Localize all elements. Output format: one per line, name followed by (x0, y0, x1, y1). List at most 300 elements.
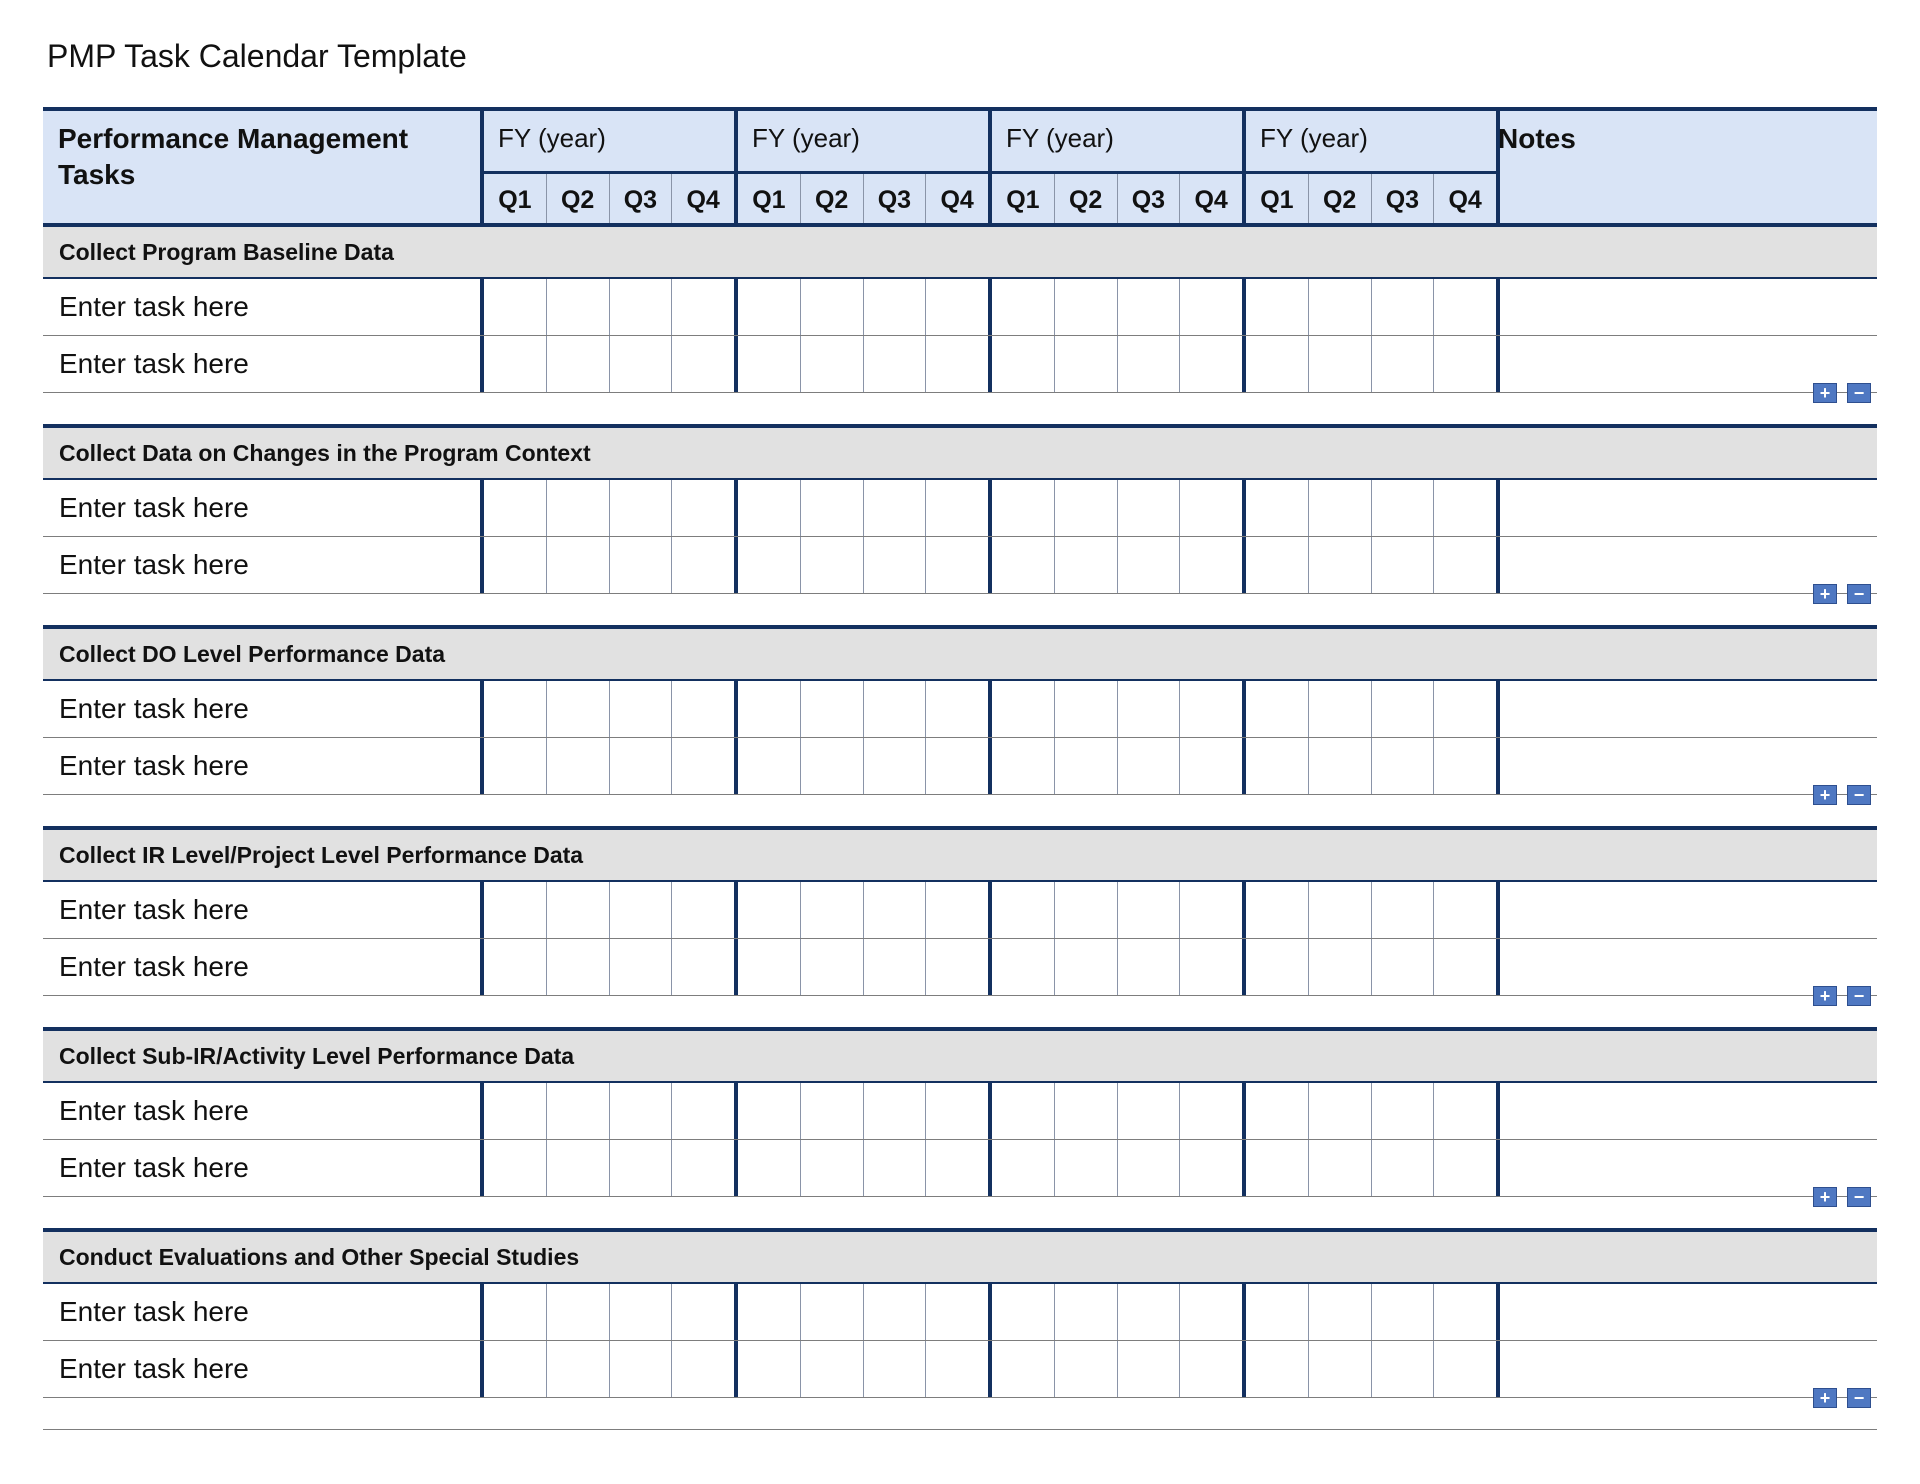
quarter-cell[interactable] (1179, 279, 1242, 335)
quarter-cell[interactable] (992, 1083, 1054, 1139)
quarter-cell[interactable] (1054, 882, 1117, 938)
quarter-cell[interactable] (863, 537, 926, 593)
quarter-cell[interactable] (1246, 939, 1308, 995)
quarter-cell[interactable] (1308, 681, 1371, 737)
quarter-cell[interactable] (609, 738, 672, 794)
remove-row-button[interactable]: − (1847, 785, 1871, 805)
fiscal-year-header (1246, 111, 1496, 223)
quarter-cell[interactable] (1433, 1083, 1496, 1139)
quarter-cell[interactable] (546, 279, 609, 335)
quarter-cell[interactable] (925, 279, 988, 335)
year-cells (480, 336, 734, 392)
quarter-cell[interactable] (1246, 1284, 1308, 1340)
year-cells (480, 882, 734, 938)
quarter-cell[interactable] (1308, 939, 1371, 995)
quarter-cell[interactable] (800, 882, 863, 938)
task-row (43, 537, 1877, 594)
quarter-cell[interactable] (925, 537, 988, 593)
quarter-cell[interactable] (992, 1284, 1054, 1340)
quarter-cell[interactable] (1117, 681, 1180, 737)
fiscal-year-label: FY (year) (752, 123, 860, 153)
section-header (43, 428, 1877, 480)
quarter-cell[interactable] (800, 1140, 863, 1196)
notes-cell[interactable] (1532, 480, 1877, 536)
year-cells (734, 882, 988, 938)
quarter-cell[interactable] (671, 336, 734, 392)
quarter-cell[interactable] (484, 537, 546, 593)
section-title: Collect Data on Changes in the Program Context (59, 440, 591, 466)
quarter-cell[interactable] (738, 1341, 800, 1397)
quarter-header: Q3 (1117, 174, 1180, 223)
quarter-cell[interactable] (863, 882, 926, 938)
quarter-cell[interactable] (1433, 681, 1496, 737)
quarter-cell[interactable] (738, 1284, 800, 1340)
quarter-cell[interactable] (1371, 1341, 1434, 1397)
quarter-cell[interactable] (863, 336, 926, 392)
quarter-cell[interactable] (1308, 1083, 1371, 1139)
quarter-cell[interactable] (738, 480, 800, 536)
quarter-cell[interactable] (1433, 537, 1496, 593)
quarter-header: Q1 (752, 186, 786, 214)
section-title: Collect IR Level/Project Level Performance Data (59, 842, 584, 868)
section-header (43, 1232, 1877, 1284)
quarter-cell[interactable] (546, 1083, 609, 1139)
year-cells (480, 738, 734, 794)
task-entry-field[interactable]: Enter task here (59, 291, 249, 322)
year-cells (734, 279, 988, 335)
task-entry-field[interactable]: Enter task here (59, 348, 249, 379)
year-cells (480, 1083, 734, 1139)
quarter-cell[interactable] (1433, 738, 1496, 794)
task-column-header: Performance Management Tasks (58, 123, 409, 190)
quarter-cell[interactable] (738, 738, 800, 794)
quarter-cell[interactable] (1117, 537, 1180, 593)
quarter-cell[interactable] (738, 1083, 800, 1139)
task-row (43, 738, 1877, 795)
quarter-cell[interactable] (800, 537, 863, 593)
quarter-cell[interactable] (1117, 480, 1180, 536)
quarter-cell[interactable] (1433, 480, 1496, 536)
row-controls (1813, 785, 1871, 805)
quarter-cell[interactable] (1179, 1140, 1242, 1196)
quarter-cell[interactable] (609, 279, 672, 335)
notes-divider (1496, 1140, 1500, 1196)
quarter-header: Q3 (863, 174, 926, 223)
quarter-cell[interactable] (992, 480, 1054, 536)
quarter-cell[interactable] (1371, 738, 1434, 794)
quarter-cell[interactable] (1054, 1083, 1117, 1139)
quarter-cell[interactable] (1179, 681, 1242, 737)
quarter-cell[interactable] (925, 1284, 988, 1340)
quarter-cell[interactable] (1371, 1083, 1434, 1139)
quarter-cell[interactable] (484, 882, 546, 938)
year-cells (988, 882, 1242, 938)
quarter-cell[interactable] (671, 681, 734, 737)
quarter-cell[interactable] (1117, 882, 1180, 938)
year-cells (1242, 1140, 1496, 1196)
quarter-cell[interactable] (1246, 1083, 1308, 1139)
notes-column-header: Notes (1498, 123, 1576, 154)
quarter-cell[interactable] (609, 1341, 672, 1397)
quarter-cell[interactable] (484, 336, 546, 392)
add-row-button[interactable]: + (1813, 383, 1837, 403)
remove-row-button[interactable]: − (1847, 584, 1871, 604)
notes-cell[interactable] (1532, 1284, 1877, 1340)
quarter-cell[interactable] (992, 1341, 1054, 1397)
quarter-cell[interactable] (546, 537, 609, 593)
quarter-cell[interactable] (484, 1140, 546, 1196)
quarter-cell[interactable] (1246, 279, 1308, 335)
quarter-cell[interactable] (863, 279, 926, 335)
quarter-cell[interactable] (1054, 681, 1117, 737)
notes-divider (1496, 681, 1500, 737)
task-section (43, 629, 1877, 830)
quarter-cell[interactable] (546, 882, 609, 938)
quarter-cell[interactable] (1179, 1284, 1242, 1340)
quarter-cell[interactable] (1246, 738, 1308, 794)
quarter-cell[interactable] (1246, 681, 1308, 737)
quarter-cell[interactable] (1371, 681, 1434, 737)
quarter-cell[interactable] (1179, 1341, 1242, 1397)
notes-divider (1496, 738, 1500, 794)
task-row (43, 279, 1877, 336)
quarter-cell[interactable] (546, 1341, 609, 1397)
task-entry-field[interactable]: Enter task here (59, 951, 249, 982)
quarter-cell[interactable] (1308, 882, 1371, 938)
quarter-cell[interactable] (1054, 1341, 1117, 1397)
quarter-cell[interactable] (1371, 336, 1434, 392)
quarter-cell[interactable] (1117, 738, 1180, 794)
quarter-cell[interactable] (671, 1341, 734, 1397)
quarter-cell[interactable] (1433, 336, 1496, 392)
task-section (43, 227, 1877, 428)
year-cells (1242, 681, 1496, 737)
quarter-cell[interactable] (1246, 537, 1308, 593)
quarter-cell[interactable] (1433, 1140, 1496, 1196)
task-entry-field[interactable]: Enter task here (59, 1353, 249, 1384)
quarter-cell[interactable] (671, 1284, 734, 1340)
task-row (43, 939, 1877, 996)
quarter-cell[interactable] (1371, 882, 1434, 938)
row-controls (1813, 1388, 1871, 1408)
fiscal-year-header (484, 111, 734, 223)
task-calendar-table (43, 107, 1877, 1433)
quarter-cell[interactable] (738, 882, 800, 938)
quarter-cell[interactable] (1054, 279, 1117, 335)
fiscal-year-label: FY (year) (1006, 123, 1114, 153)
quarter-cell[interactable] (609, 336, 672, 392)
quarter-cell[interactable] (1117, 279, 1180, 335)
quarter-cell[interactable] (1117, 939, 1180, 995)
quarter-cell[interactable] (1054, 336, 1117, 392)
quarter-cell[interactable] (863, 939, 926, 995)
quarter-cell[interactable] (671, 537, 734, 593)
quarter-cell[interactable] (925, 939, 988, 995)
task-entry-field[interactable]: Enter task here (59, 693, 249, 724)
quarter-cell[interactable] (800, 1284, 863, 1340)
quarter-cell[interactable] (992, 882, 1054, 938)
fiscal-year-header (738, 111, 988, 223)
year-cells (734, 939, 988, 995)
remove-row-button[interactable]: − (1847, 1187, 1871, 1207)
task-entry-field[interactable]: Enter task here (59, 750, 249, 781)
quarter-header: Q3 (1371, 174, 1434, 223)
year-cells (988, 480, 1242, 536)
quarter-header: Q2 (800, 174, 863, 223)
quarter-cell[interactable] (992, 681, 1054, 737)
task-entry-field[interactable]: Enter task here (59, 1152, 249, 1183)
quarter-cell[interactable] (546, 1140, 609, 1196)
quarter-cell[interactable] (1433, 1341, 1496, 1397)
quarter-cell[interactable] (863, 681, 926, 737)
quarter-cell[interactable] (1179, 480, 1242, 536)
year-cells (1242, 738, 1496, 794)
quarter-cell[interactable] (484, 279, 546, 335)
quarter-cell[interactable] (1308, 537, 1371, 593)
quarter-cell[interactable] (738, 279, 800, 335)
row-controls (1813, 584, 1871, 604)
add-row-button[interactable]: + (1813, 785, 1837, 805)
quarter-cell[interactable] (800, 336, 863, 392)
year-cells (988, 537, 1242, 593)
quarter-cell[interactable] (992, 336, 1054, 392)
year-cells (988, 1083, 1242, 1139)
quarter-cell[interactable] (1433, 1284, 1496, 1340)
year-cells (480, 480, 734, 536)
add-row-button[interactable]: + (1813, 584, 1837, 604)
quarter-cell[interactable] (992, 537, 1054, 593)
year-cells (734, 1140, 988, 1196)
row-controls (1813, 1187, 1871, 1207)
fiscal-year-label: FY (year) (498, 123, 606, 153)
quarter-cell[interactable] (609, 1140, 672, 1196)
quarter-cell[interactable] (1179, 537, 1242, 593)
add-row-button[interactable]: + (1813, 1187, 1837, 1207)
quarter-cell[interactable] (925, 738, 988, 794)
quarter-cell[interactable] (738, 537, 800, 593)
notes-divider (1496, 537, 1500, 593)
section-title: Collect DO Level Performance Data (59, 641, 446, 667)
quarter-cell[interactable] (546, 738, 609, 794)
quarter-cell[interactable] (1117, 1083, 1180, 1139)
quarter-cell[interactable] (609, 480, 672, 536)
row-controls (1813, 986, 1871, 1006)
quarter-cell[interactable] (484, 480, 546, 536)
quarter-cell[interactable] (863, 1341, 926, 1397)
quarter-cell[interactable] (546, 336, 609, 392)
year-cells (1242, 882, 1496, 938)
add-row-button[interactable]: + (1813, 986, 1837, 1006)
quarter-cell[interactable] (484, 939, 546, 995)
quarter-cell[interactable] (671, 738, 734, 794)
quarter-cell[interactable] (546, 681, 609, 737)
quarter-header: Q3 (609, 174, 672, 223)
quarter-cell[interactable] (1054, 939, 1117, 995)
quarter-cell[interactable] (1054, 1140, 1117, 1196)
quarter-cell[interactable] (992, 279, 1054, 335)
notes-divider (1496, 882, 1500, 938)
task-row (43, 1341, 1877, 1398)
notes-cell[interactable] (1532, 882, 1877, 938)
quarter-cell[interactable] (1117, 336, 1180, 392)
section-header (43, 629, 1877, 681)
section-title: Collect Program Baseline Data (59, 239, 394, 265)
quarter-cell[interactable] (800, 738, 863, 794)
quarter-cell[interactable] (609, 1083, 672, 1139)
quarter-cell[interactable] (484, 1284, 546, 1340)
quarter-cell[interactable] (484, 1341, 546, 1397)
quarter-cell[interactable] (992, 939, 1054, 995)
task-entry-field[interactable]: Enter task here (59, 894, 249, 925)
quarter-cell[interactable] (863, 738, 926, 794)
quarter-cell[interactable] (1246, 882, 1308, 938)
quarter-cell[interactable] (1371, 1284, 1434, 1340)
quarter-cell[interactable] (1179, 738, 1242, 794)
quarter-header: Q4 (1179, 174, 1242, 223)
quarter-cell[interactable] (738, 336, 800, 392)
year-cells (480, 681, 734, 737)
quarter-cell[interactable] (925, 882, 988, 938)
quarter-cell[interactable] (863, 1284, 926, 1340)
quarter-cell[interactable] (738, 681, 800, 737)
quarter-cell[interactable] (484, 681, 546, 737)
quarter-cell[interactable] (1308, 738, 1371, 794)
quarter-cell[interactable] (863, 1140, 926, 1196)
quarter-cell[interactable] (1308, 1140, 1371, 1196)
quarter-cell[interactable] (925, 336, 988, 392)
notes-cell[interactable] (1532, 681, 1877, 737)
quarter-cell[interactable] (1179, 336, 1242, 392)
quarter-cell[interactable] (738, 939, 800, 995)
quarter-cell[interactable] (1371, 1140, 1434, 1196)
quarter-cell[interactable] (1117, 1284, 1180, 1340)
quarter-cell[interactable] (1246, 1341, 1308, 1397)
quarter-cell[interactable] (738, 1140, 800, 1196)
quarter-cell[interactable] (800, 480, 863, 536)
year-cells (1242, 939, 1496, 995)
quarter-cell[interactable] (992, 738, 1054, 794)
quarter-cell[interactable] (1117, 1140, 1180, 1196)
notes-cell[interactable] (1532, 279, 1877, 335)
quarter-cell[interactable] (609, 681, 672, 737)
quarter-cell[interactable] (671, 1140, 734, 1196)
quarter-cell[interactable] (1371, 480, 1434, 536)
quarter-cell[interactable] (609, 1284, 672, 1340)
quarter-cell[interactable] (1054, 1284, 1117, 1340)
quarter-cell[interactable] (1179, 939, 1242, 995)
quarter-header: Q2 (1308, 174, 1371, 223)
task-entry-field[interactable]: Enter task here (59, 1095, 249, 1126)
quarter-cell[interactable] (992, 1140, 1054, 1196)
quarter-cell[interactable] (1308, 1341, 1371, 1397)
quarter-cell[interactable] (925, 1341, 988, 1397)
quarter-cell[interactable] (1246, 480, 1308, 536)
quarter-cell[interactable] (609, 537, 672, 593)
year-cells (734, 681, 988, 737)
quarter-cell[interactable] (546, 480, 609, 536)
quarter-cell[interactable] (671, 939, 734, 995)
section-header (43, 830, 1877, 882)
quarter-cell[interactable] (1179, 1083, 1242, 1139)
quarter-cell[interactable] (1433, 279, 1496, 335)
quarter-cell[interactable] (800, 1341, 863, 1397)
quarter-cell[interactable] (609, 882, 672, 938)
add-row-button[interactable]: + (1813, 1388, 1837, 1408)
task-row (43, 1284, 1877, 1341)
quarter-cell[interactable] (1117, 1341, 1180, 1397)
quarter-cell[interactable] (1308, 336, 1371, 392)
quarter-cell[interactable] (1308, 279, 1371, 335)
task-entry-field[interactable]: Enter task here (59, 492, 249, 523)
quarter-cell[interactable] (1433, 939, 1496, 995)
notes-divider (1496, 1083, 1500, 1139)
quarter-cell[interactable] (800, 939, 863, 995)
quarter-cell[interactable] (1308, 1284, 1371, 1340)
notes-divider (1496, 1284, 1500, 1340)
quarter-cell[interactable] (863, 1083, 926, 1139)
quarter-cell[interactable] (1179, 882, 1242, 938)
quarter-cell[interactable] (671, 480, 734, 536)
quarter-cell[interactable] (1054, 537, 1117, 593)
year-cells (734, 1341, 988, 1397)
quarter-cell[interactable] (671, 279, 734, 335)
remove-row-button[interactable]: − (1847, 383, 1871, 403)
quarter-cell[interactable] (484, 738, 546, 794)
quarter-cell[interactable] (863, 480, 926, 536)
remove-row-button[interactable]: − (1847, 986, 1871, 1006)
notes-divider (1496, 1341, 1500, 1397)
quarter-cell[interactable] (1371, 939, 1434, 995)
year-cells (988, 1284, 1242, 1340)
quarter-header: Q1 (498, 186, 532, 214)
task-entry-field[interactable]: Enter task here (59, 1296, 249, 1327)
year-cells (1242, 336, 1496, 392)
quarter-cell[interactable] (800, 279, 863, 335)
task-section (43, 428, 1877, 629)
quarter-cell[interactable] (1308, 480, 1371, 536)
quarter-cell[interactable] (925, 1083, 988, 1139)
task-entry-field[interactable]: Enter task here (59, 549, 249, 580)
quarter-cell[interactable] (1054, 480, 1117, 536)
quarter-cell[interactable] (1433, 882, 1496, 938)
year-cells (734, 537, 988, 593)
quarter-cell[interactable] (1246, 336, 1308, 392)
quarter-cell[interactable] (546, 939, 609, 995)
quarter-cell[interactable] (1371, 279, 1434, 335)
task-row (43, 1140, 1877, 1197)
quarter-cell[interactable] (925, 681, 988, 737)
quarter-cell[interactable] (671, 882, 734, 938)
quarter-header: Q1 (1006, 186, 1040, 214)
quarter-cell[interactable] (1054, 738, 1117, 794)
year-cells (480, 1341, 734, 1397)
quarter-cell[interactable] (609, 939, 672, 995)
quarter-cell[interactable] (484, 1083, 546, 1139)
notes-cell[interactable] (1532, 1083, 1877, 1139)
quarter-cell[interactable] (1371, 537, 1434, 593)
quarter-cell[interactable] (925, 1140, 988, 1196)
quarter-cell[interactable] (800, 681, 863, 737)
quarter-cell[interactable] (925, 480, 988, 536)
task-section (43, 1232, 1877, 1433)
remove-row-button[interactable]: − (1847, 1388, 1871, 1408)
quarter-cell[interactable] (671, 1083, 734, 1139)
quarter-cell[interactable] (800, 1083, 863, 1139)
year-cells (988, 336, 1242, 392)
quarter-cell[interactable] (1246, 1140, 1308, 1196)
quarter-cell[interactable] (546, 1284, 609, 1340)
year-cells (1242, 1284, 1496, 1340)
